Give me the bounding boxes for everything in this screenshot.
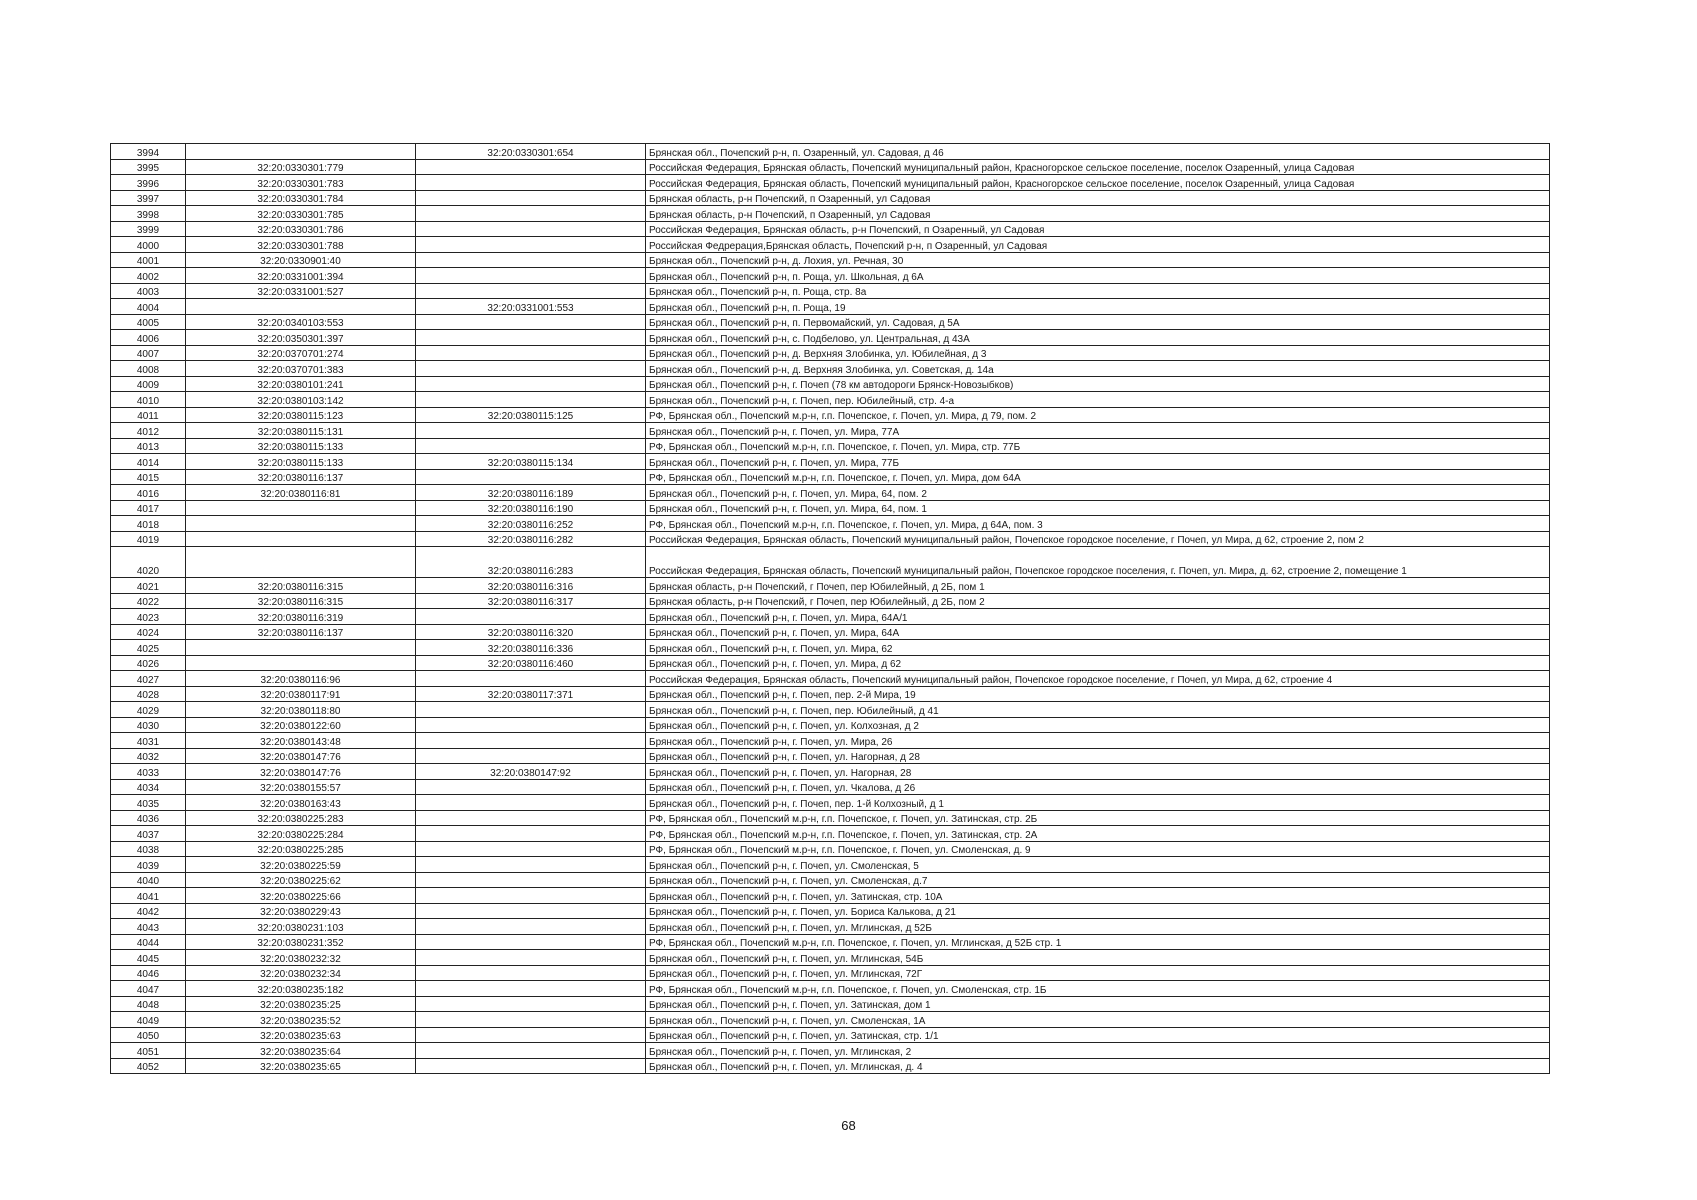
table-row [111,795,1550,811]
related-cadastral-number-cell [416,361,646,377]
address-cell: Брянская обл., Почепский р-н, г. Почеп, ул. Затинская, стр. 1/1 [646,1027,1550,1043]
address-cell: Брянская обл., Почепский р-н, г. Почеп, ул. Нагорная, 28 [646,764,1550,780]
address-cell: Брянская обл., Почепский р-н, д. Верхняя Злобинка, ул. Юбилейная, д 3 [646,345,1550,361]
row-number-cell: 3998 [111,206,186,222]
related-cadastral-number-cell [416,841,646,857]
cadastral-number-cell: 32:20:0380143:48 [186,733,416,749]
address-cell: Брянская обл., Почепский р-н, г. Почеп, ул. Смоленская, д.7 [646,872,1550,888]
related-cadastral-number-cell: 32:20:0380117:371 [416,686,646,702]
related-cadastral-number-cell: 32:20:0380116:252 [416,516,646,532]
table-row [111,733,1550,749]
table-row [111,516,1550,532]
address-cell: Брянская обл., Почепский р-н, г. Почеп, ул. Затинская, дом 1 [646,996,1550,1012]
address-cell: Брянская обл., Почепский р-н, г. Почеп, ул. Мглинская, 72Г [646,965,1550,981]
table-row [111,376,1550,392]
address-cell: РФ, Брянская обл., Почепский м.р-н, г.п. Почепское, г. Почеп, ул. Затинская, стр. 2Б [646,810,1550,826]
table-row [111,702,1550,718]
related-cadastral-number-cell: 32:20:0380116:283 [416,547,646,578]
address-cell: Российская Федрерация,Брянская область, Почепский р-н, п Озаренный, ул Садовая [646,237,1550,253]
cadastral-number-cell: 32:20:0380232:32 [186,950,416,966]
row-number-cell: 4003 [111,283,186,299]
related-cadastral-number-cell: 32:20:0380116:190 [416,500,646,516]
address-cell: Брянская обл., Почепский р-н, г. Почеп, пер. Юбилейный, стр. 4-а [646,392,1550,408]
cadastral-number-cell [186,547,416,578]
row-number-cell: 3999 [111,221,186,237]
cadastral-number-cell: 32:20:0380163:43 [186,795,416,811]
related-cadastral-number-cell [416,795,646,811]
related-cadastral-number-cell [416,671,646,687]
row-number-cell: 4042 [111,903,186,919]
address-cell: Брянская обл., Почепский р-н, п. Озаренный, ул. Садовая, д 46 [646,144,1550,160]
cadastral-number-cell: 32:20:0380235:52 [186,1012,416,1028]
table-row [111,345,1550,361]
table-row [111,423,1550,439]
address-cell: Брянская обл., Почепский р-н, г. Почеп, ул. Затинская, стр. 10А [646,888,1550,904]
related-cadastral-number-cell [416,826,646,842]
cadastral-number-cell: 32:20:0380235:64 [186,1043,416,1059]
address-cell: РФ, Брянская обл., Почепский м.р-н, г.п. Почепское, г. Почеп, ул. Мира, д 79, пом. 2 [646,407,1550,423]
row-number-cell: 4048 [111,996,186,1012]
table-row [111,485,1550,501]
cadastral-number-cell: 32:20:0380225:66 [186,888,416,904]
row-number-cell: 4039 [111,857,186,873]
table-row [111,500,1550,516]
related-cadastral-number-cell [416,190,646,206]
cadastral-number-cell: 32:20:0330301:788 [186,237,416,253]
table-row [111,1012,1550,1028]
table-row [111,237,1550,253]
address-cell: Брянская обл., Почепский р-н, п. Первомайский, ул. Садовая, д 5А [646,314,1550,330]
table-row [111,454,1550,470]
address-cell: Брянская обл., Почепский р-н, г. Почеп, ул. Мглинская, д. 4 [646,1058,1550,1074]
row-number-cell: 4013 [111,438,186,454]
table-row [111,190,1550,206]
cadastral-number-cell: 32:20:0380122:60 [186,717,416,733]
related-cadastral-number-cell: 32:20:0380116:460 [416,655,646,671]
cadastral-number-cell: 32:20:0380116:96 [186,671,416,687]
row-number-cell: 4047 [111,981,186,997]
row-number-cell: 4049 [111,1012,186,1028]
table-row [111,810,1550,826]
table-row [111,159,1550,175]
related-cadastral-number-cell [416,1012,646,1028]
address-cell: Брянская обл., Почепский р-н, г. Почеп, ул. Чкалова, д 26 [646,779,1550,795]
row-number-cell: 4002 [111,268,186,284]
address-cell: Брянская обл., Почепский р-н, г. Почеп, ул. Мира, 62 [646,640,1550,656]
row-number-cell: 4038 [111,841,186,857]
cadastral-number-cell: 32:20:0380116:315 [186,593,416,609]
cadastral-number-cell: 32:20:0330301:785 [186,206,416,222]
row-number-cell: 4020 [111,547,186,578]
address-cell: Брянская область, р-н Почепский, г Почеп, пер Юбилейный, д 2Б, пом 1 [646,578,1550,594]
cadastral-number-cell: 32:20:0330901:40 [186,252,416,268]
related-cadastral-number-cell [416,717,646,733]
table-row [111,826,1550,842]
row-number-cell: 4024 [111,624,186,640]
related-cadastral-number-cell [416,330,646,346]
cadastral-number-cell: 32:20:0380225:62 [186,872,416,888]
row-number-cell: 4012 [111,423,186,439]
address-cell: Брянская обл., Почепский р-н, г. Почеп, пер. 2-й Мира, 19 [646,686,1550,702]
row-number-cell: 4005 [111,314,186,330]
cadastral-number-cell: 32:20:0340103:553 [186,314,416,330]
related-cadastral-number-cell [416,1027,646,1043]
table-row [111,175,1550,191]
cadastral-number-cell: 32:20:0380115:133 [186,454,416,470]
table-row [111,779,1550,795]
cadastral-number-cell: 32:20:0330301:784 [186,190,416,206]
related-cadastral-number-cell: 32:20:0380116:320 [416,624,646,640]
table-row [111,1027,1550,1043]
row-number-cell: 4051 [111,1043,186,1059]
table-row [111,981,1550,997]
address-cell: Брянская обл., Почепский р-н, г. Почеп, ул. Мира, 77Б [646,454,1550,470]
cadastral-number-cell: 32:20:0380235:65 [186,1058,416,1074]
cadastral-number-cell: 32:20:0380103:142 [186,392,416,408]
address-cell: Брянская обл., Почепский р-н, г. Почеп, ул. Мира, 77А [646,423,1550,439]
cadastral-number-cell: 32:20:0370701:274 [186,345,416,361]
row-number-cell: 4021 [111,578,186,594]
cadastral-number-cell: 32:20:0380235:182 [186,981,416,997]
address-cell: Брянская область, р-н Почепский, п Озаренный, ул Садовая [646,206,1550,222]
related-cadastral-number-cell [416,965,646,981]
address-cell: Брянская обл., Почепский р-н, г. Почеп, ул. Смоленская, 5 [646,857,1550,873]
row-number-cell: 4007 [111,345,186,361]
row-number-cell: 4044 [111,934,186,950]
related-cadastral-number-cell [416,748,646,764]
related-cadastral-number-cell: 32:20:0380115:125 [416,407,646,423]
row-number-cell: 4017 [111,500,186,516]
table-row [111,624,1550,640]
cadastral-number-cell: 32:20:0380116:315 [186,578,416,594]
table-row [111,671,1550,687]
registry-sheet [110,143,1549,1074]
row-number-cell: 4036 [111,810,186,826]
related-cadastral-number-cell [416,268,646,284]
table-row [111,593,1550,609]
address-cell: Брянская обл., Почепский р-н, г. Почеп, ул. Колхозная, д 2 [646,717,1550,733]
row-number-cell: 4046 [111,965,186,981]
table-row [111,330,1550,346]
related-cadastral-number-cell [416,345,646,361]
table-row [111,996,1550,1012]
address-cell: Брянская обл., Почепский р-н, г. Почеп, ул. Мира, 64, пом. 2 [646,485,1550,501]
address-cell: РФ, Брянская обл., Почепский м.р-н, г.п. Почепское, г. Почеп, ул. Мира, д 64А, пом. 3 [646,516,1550,532]
row-number-cell: 4026 [111,655,186,671]
related-cadastral-number-cell [416,1058,646,1074]
row-number-cell: 4040 [111,872,186,888]
table-row [111,283,1550,299]
cadastral-number-cell: 32:20:0380231:352 [186,934,416,950]
related-cadastral-number-cell [416,733,646,749]
address-cell: РФ, Брянская обл., Почепский м.р-н, г.п. Почепское, г. Почеп, ул. Затинская, стр. 2А [646,826,1550,842]
related-cadastral-number-cell [416,438,646,454]
related-cadastral-number-cell: 32:20:0380116:189 [416,485,646,501]
page-number: 68 [841,1118,856,1133]
row-number-cell: 4045 [111,950,186,966]
related-cadastral-number-cell [416,609,646,625]
address-cell: РФ, Брянская обл., Почепский м.р-н, г.п. Почепское, г. Почеп, ул. Мира, дом 64А [646,469,1550,485]
related-cadastral-number-cell [416,950,646,966]
cadastral-number-cell: 32:20:0380147:76 [186,764,416,780]
address-cell: РФ, Брянская обл., Почепский м.р-н, г.п. Почепское, г. Почеп, ул. Смоленская, д. 9 [646,841,1550,857]
table-row [111,144,1550,160]
table-row [111,252,1550,268]
related-cadastral-number-cell: 32:20:0380116:317 [416,593,646,609]
related-cadastral-number-cell [416,314,646,330]
address-cell: Российская Федерация, Брянская область, р-н Почепский, п Озаренный, ул Садовая [646,221,1550,237]
table-row [111,268,1550,284]
table-row [111,392,1550,408]
cadastral-number-cell: 32:20:0380116:81 [186,485,416,501]
address-cell: Брянская область, р-н Почепский, п Озаренный, ул Садовая [646,190,1550,206]
related-cadastral-number-cell [416,934,646,950]
cadastral-number-cell [186,500,416,516]
address-cell: Брянская обл., Почепский р-н, д. Лохия, ул. Речная, 30 [646,252,1550,268]
cadastral-number-cell: 32:20:0380235:63 [186,1027,416,1043]
row-number-cell: 4010 [111,392,186,408]
cadastral-number-cell: 32:20:0380118:80 [186,702,416,718]
table-row [111,1058,1550,1074]
related-cadastral-number-cell: 32:20:0380147:92 [416,764,646,780]
row-number-cell: 4023 [111,609,186,625]
row-number-cell: 4018 [111,516,186,532]
table-row [111,578,1550,594]
address-cell: Брянская обл., Почепский р-н, г. Почеп, ул. Мира, 26 [646,733,1550,749]
row-number-cell: 4052 [111,1058,186,1074]
table-row [111,221,1550,237]
related-cadastral-number-cell: 32:20:0380115:134 [416,454,646,470]
table-row [111,547,1550,578]
row-number-cell: 3995 [111,159,186,175]
address-cell: Российская Федерация, Брянская область, Почепский муниципальный район, Красногорское сельское поселение, поселок Озаренный, улица Садовая [646,159,1550,175]
cadastral-number-cell: 32:20:0380117:91 [186,686,416,702]
address-cell: Брянская обл., Почепский р-н, д. Верхняя Злобинка, ул. Советская, д. 14а [646,361,1550,377]
property-registry-table [110,143,1550,1074]
table-row [111,438,1550,454]
row-number-cell: 4041 [111,888,186,904]
address-cell: Брянская обл., Почепский р-н, г. Почеп, ул. Мглинская, 2 [646,1043,1550,1059]
cadastral-number-cell: 32:20:0380232:34 [186,965,416,981]
address-cell: Брянская обл., Почепский р-н, г. Почеп, ул. Мира, 64А [646,624,1550,640]
related-cadastral-number-cell [416,252,646,268]
row-number-cell: 4032 [111,748,186,764]
table-row [111,857,1550,873]
table-row [111,764,1550,780]
related-cadastral-number-cell [416,376,646,392]
address-cell: Брянская обл., Почепский р-н, п. Роща, стр. 8а [646,283,1550,299]
related-cadastral-number-cell [416,857,646,873]
table-row [111,934,1550,950]
related-cadastral-number-cell [416,159,646,175]
cadastral-number-cell: 32:20:0380229:43 [186,903,416,919]
related-cadastral-number-cell: 32:20:0380116:336 [416,640,646,656]
row-number-cell: 4011 [111,407,186,423]
row-number-cell: 4031 [111,733,186,749]
cadastral-number-cell: 32:20:0350301:397 [186,330,416,346]
address-cell: Брянская обл., Почепский р-н, г. Почеп, пер. 1-й Колхозный, д 1 [646,795,1550,811]
address-cell: Брянская обл., Почепский р-н, с. Подбелово, ул. Центральная, д 43А [646,330,1550,346]
cadastral-number-cell: 32:20:0380115:123 [186,407,416,423]
address-cell: Брянская обл., Почепский р-н, г. Почеп (78 км автодороги Брянск-Новозыбков) [646,376,1550,392]
table-row [111,655,1550,671]
address-cell: Брянская обл., Почепский р-н, г. Почеп, ул. Мглинская, д 52Б [646,919,1550,935]
address-cell: Российская Федерация, Брянская область, Почепский муниципальный район, Почепское городское поселение, г Почеп, ул Мира, д 62, строение 4 [646,671,1550,687]
cadastral-number-cell: 32:20:0380147:76 [186,748,416,764]
row-number-cell: 4014 [111,454,186,470]
related-cadastral-number-cell: 32:20:0330301:654 [416,144,646,160]
row-number-cell: 4028 [111,686,186,702]
row-number-cell: 4027 [111,671,186,687]
row-number-cell: 4000 [111,237,186,253]
table-row [111,717,1550,733]
table-row [111,686,1550,702]
address-cell: Брянская обл., Почепский р-н, г. Почеп, ул. Мира, 64А/1 [646,609,1550,625]
row-number-cell: 4035 [111,795,186,811]
cadastral-number-cell: 32:20:0380225:285 [186,841,416,857]
address-cell: РФ, Брянская обл., Почепский м.р-н, г.п. Почепское, г. Почеп, ул. Смоленская, стр. 1Б [646,981,1550,997]
address-cell: РФ, Брянская обл., Почепский м.р-н, г.п. Почепское, г. Почеп, ул. Мглинская, д 52Б стр. 1 [646,934,1550,950]
table-row [111,206,1550,222]
table-row [111,950,1550,966]
row-number-cell: 3997 [111,190,186,206]
cadastral-number-cell: 32:20:0380101:241 [186,376,416,392]
row-number-cell: 4022 [111,593,186,609]
cadastral-number-cell: 32:20:0330301:786 [186,221,416,237]
related-cadastral-number-cell [416,221,646,237]
address-cell: Российская Федерация, Брянская область, Почепский муниципальный район, Красногорское сельское поселение, поселок Озаренный, улица Садовая [646,175,1550,191]
address-cell: Брянская обл., Почепский р-н, г. Почеп, ул. Мглинская, 54Б [646,950,1550,966]
row-number-cell: 4001 [111,252,186,268]
related-cadastral-number-cell [416,175,646,191]
row-number-cell: 3994 [111,144,186,160]
address-cell: Брянская обл., Почепский р-н, г. Почеп, ул. Нагорная, д 28 [646,748,1550,764]
related-cadastral-number-cell [416,810,646,826]
row-number-cell: 4030 [111,717,186,733]
cadastral-number-cell: 32:20:0380155:57 [186,779,416,795]
row-number-cell: 4006 [111,330,186,346]
cadastral-number-cell: 32:20:0380231:103 [186,919,416,935]
row-number-cell: 4050 [111,1027,186,1043]
related-cadastral-number-cell [416,702,646,718]
cadastral-number-cell: 32:20:0380225:59 [186,857,416,873]
related-cadastral-number-cell [416,919,646,935]
table-row [111,469,1550,485]
table-row [111,361,1550,377]
related-cadastral-number-cell: 32:20:0380116:316 [416,578,646,594]
cadastral-number-cell: 32:20:0380235:25 [186,996,416,1012]
cadastral-number-cell: 32:20:0380116:319 [186,609,416,625]
address-cell: Брянская обл., Почепский р-н, г. Почеп, ул. Бориса Калькова, д 21 [646,903,1550,919]
table-row [111,888,1550,904]
table-row [111,407,1550,423]
row-number-cell: 4009 [111,376,186,392]
table-row [111,748,1550,764]
address-cell: Российская Федерация, Брянская область, Почепский муниципальный район, Почепское городское поселения, г. Почеп, ул. Мира, д. 62, строение 2, помещение 1 [646,547,1550,578]
table-row [111,841,1550,857]
table-row [111,299,1550,315]
row-number-cell: 4029 [111,702,186,718]
cadastral-number-cell: 32:20:0380115:133 [186,438,416,454]
table-row [111,314,1550,330]
related-cadastral-number-cell [416,423,646,439]
cadastral-number-cell [186,144,416,160]
address-cell: Брянская область, р-н Почепский, г Почеп, пер Юбилейный, д 2Б, пом 2 [646,593,1550,609]
related-cadastral-number-cell: 32:20:0331001:553 [416,299,646,315]
table-row [111,872,1550,888]
row-number-cell: 4016 [111,485,186,501]
row-number-cell: 4043 [111,919,186,935]
row-number-cell: 4008 [111,361,186,377]
table-row [111,903,1550,919]
related-cadastral-number-cell [416,469,646,485]
address-cell: Брянская обл., Почепский р-н, г. Почеп, ул. Мира, д 62 [646,655,1550,671]
cadastral-number-cell [186,516,416,532]
cadastral-number-cell [186,531,416,547]
row-number-cell: 4015 [111,469,186,485]
related-cadastral-number-cell [416,903,646,919]
related-cadastral-number-cell [416,888,646,904]
cadastral-number-cell: 32:20:0331001:527 [186,283,416,299]
related-cadastral-number-cell [416,206,646,222]
related-cadastral-number-cell [416,237,646,253]
row-number-cell: 4004 [111,299,186,315]
cadastral-number-cell: 32:20:0331001:394 [186,268,416,284]
cadastral-number-cell [186,640,416,656]
cadastral-number-cell: 32:20:0380116:137 [186,469,416,485]
address-cell: Брянская обл., Почепский р-н, п. Роща, ул. Школьная, д 6А [646,268,1550,284]
cadastral-number-cell: 32:20:0380225:284 [186,826,416,842]
related-cadastral-number-cell [416,283,646,299]
address-cell: Брянская обл., Почепский р-н, г. Почеп, ул. Смоленская, 1А [646,1012,1550,1028]
table-row [111,640,1550,656]
row-number-cell: 4025 [111,640,186,656]
table-row [111,919,1550,935]
table-row [111,1043,1550,1059]
related-cadastral-number-cell [416,996,646,1012]
row-number-cell: 4033 [111,764,186,780]
related-cadastral-number-cell [416,981,646,997]
related-cadastral-number-cell [416,1043,646,1059]
table-row [111,609,1550,625]
related-cadastral-number-cell: 32:20:0380116:282 [416,531,646,547]
address-cell: Брянская обл., Почепский р-н, г. Почеп, пер. Юбилейный, д 41 [646,702,1550,718]
row-number-cell: 4037 [111,826,186,842]
cadastral-number-cell [186,655,416,671]
cadastral-number-cell [186,299,416,315]
cadastral-number-cell: 32:20:0380115:131 [186,423,416,439]
address-cell: Российская Федерация, Брянская область, Почепский муниципальный район, Почепское городское поселение, г Почеп, ул Мира, д 62, строение 2, пом 2 [646,531,1550,547]
related-cadastral-number-cell [416,779,646,795]
row-number-cell: 3996 [111,175,186,191]
cadastral-number-cell: 32:20:0330301:779 [186,159,416,175]
related-cadastral-number-cell [416,392,646,408]
row-number-cell: 4034 [111,779,186,795]
address-cell: Брянская обл., Почепский р-н, г. Почеп, ул. Мира, 64, пом. 1 [646,500,1550,516]
related-cadastral-number-cell [416,872,646,888]
table-row [111,965,1550,981]
address-cell: РФ, Брянская обл., Почепский м.р-н, г.п. Почепское, г. Почеп, ул. Мира, стр. 77Б [646,438,1550,454]
row-number-cell: 4019 [111,531,186,547]
cadastral-number-cell: 32:20:0370701:383 [186,361,416,377]
registry-table-body [111,144,1550,1074]
cadastral-number-cell: 32:20:0330301:783 [186,175,416,191]
cadastral-number-cell: 32:20:0380225:283 [186,810,416,826]
cadastral-number-cell: 32:20:0380116:137 [186,624,416,640]
address-cell: Брянская обл., Почепский р-н, п. Роща, 19 [646,299,1550,315]
table-row [111,531,1550,547]
